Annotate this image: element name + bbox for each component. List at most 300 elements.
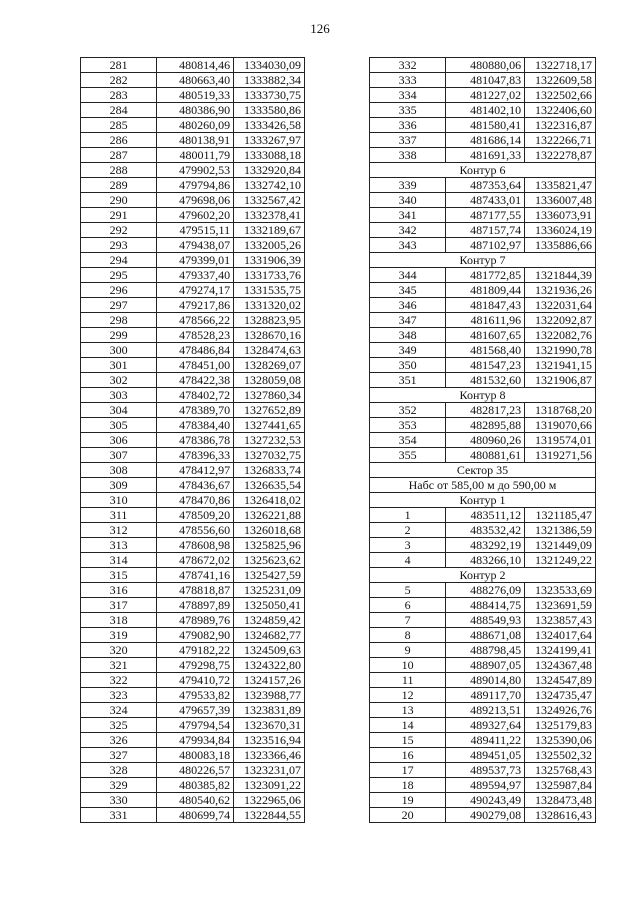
- coordinate-y: 1322718,17: [525, 58, 596, 73]
- point-number: 6: [370, 598, 446, 613]
- point-number: 316: [81, 583, 157, 598]
- table-row: [81, 748, 305, 763]
- coordinate-y: 1328823,95: [234, 313, 305, 328]
- coordinate-x: 478422,38: [157, 373, 234, 388]
- table-row: [370, 238, 596, 253]
- coordinate-x: 479657,39: [157, 703, 234, 718]
- coordinate-x: 479602,20: [157, 208, 234, 223]
- coordinates-table-left: [80, 57, 305, 823]
- table-row: [81, 448, 305, 463]
- point-number: 319: [81, 628, 157, 643]
- coordinate-y: 1325427,59: [234, 568, 305, 583]
- coordinate-y: 1333426,58: [234, 118, 305, 133]
- table-row: [370, 673, 596, 688]
- coordinate-y: 1322502,66: [525, 88, 596, 103]
- table-row: [81, 583, 305, 598]
- point-number: 351: [370, 373, 446, 388]
- table-row: [81, 298, 305, 313]
- table-row: [81, 493, 305, 508]
- section-header-row: [370, 493, 596, 508]
- table-row: [370, 703, 596, 718]
- coordinate-y: 1328269,07: [234, 358, 305, 373]
- coordinate-x: 479082,90: [157, 628, 234, 643]
- coordinate-y: 1321844,39: [525, 268, 596, 283]
- point-number: 10: [370, 658, 446, 673]
- table-row: [81, 658, 305, 673]
- coordinate-x: 483511,12: [446, 508, 525, 523]
- table-row: [370, 433, 596, 448]
- point-number: 320: [81, 643, 157, 658]
- coordinate-x: 481772,85: [446, 268, 525, 283]
- table-row: [81, 418, 305, 433]
- table-row: [81, 733, 305, 748]
- point-number: 309: [81, 478, 157, 493]
- coordinate-y: 1328473,48: [525, 793, 596, 808]
- coordinate-x: 488276,09: [446, 583, 525, 598]
- coordinate-y: 1325623,62: [234, 553, 305, 568]
- table-row: [370, 718, 596, 733]
- coordinate-x: 480960,26: [446, 433, 525, 448]
- point-number: 19: [370, 793, 446, 808]
- table-row: [370, 643, 596, 658]
- coordinate-y: 1332005,26: [234, 238, 305, 253]
- coordinate-x: 489213,51: [446, 703, 525, 718]
- coordinate-x: 481809,44: [446, 283, 525, 298]
- coordinate-x: 479337,40: [157, 268, 234, 283]
- table-row: [370, 538, 596, 553]
- table-row: [81, 193, 305, 208]
- coordinate-x: 479934,84: [157, 733, 234, 748]
- point-number: 321: [81, 658, 157, 673]
- coordinate-y: 1335886,66: [525, 238, 596, 253]
- point-number: 286: [81, 133, 157, 148]
- table-row: [81, 808, 305, 823]
- coordinate-y: 1327232,53: [234, 433, 305, 448]
- coordinate-y: 1322082,76: [525, 328, 596, 343]
- coordinate-x: 479274,17: [157, 283, 234, 298]
- section-label: Контур 8: [370, 388, 596, 403]
- table-row: [81, 253, 305, 268]
- coordinate-y: 1318768,20: [525, 403, 596, 418]
- table-row: [81, 478, 305, 493]
- coordinate-y: 1321249,22: [525, 553, 596, 568]
- section-header-row: [370, 568, 596, 583]
- point-number: 14: [370, 718, 446, 733]
- table-row: [81, 568, 305, 583]
- coordinate-y: 1325502,32: [525, 748, 596, 763]
- table-row: [81, 778, 305, 793]
- point-number: 289: [81, 178, 157, 193]
- table-row: [81, 688, 305, 703]
- coordinate-x: 490243,49: [446, 793, 525, 808]
- coordinate-x: 481547,23: [446, 358, 525, 373]
- point-number: 348: [370, 328, 446, 343]
- coordinate-x: 480519,33: [157, 88, 234, 103]
- coordinates-table-right: [369, 57, 596, 823]
- point-number: 313: [81, 538, 157, 553]
- coordinate-y: 1333730,75: [234, 88, 305, 103]
- table-row: [81, 343, 305, 358]
- coordinate-x: 481686,14: [446, 133, 525, 148]
- coordinate-y: 1321906,87: [525, 373, 596, 388]
- coordinate-y: 1331320,02: [234, 298, 305, 313]
- coordinate-x: 480138,91: [157, 133, 234, 148]
- point-number: 12: [370, 688, 446, 703]
- coordinate-x: 490279,08: [446, 808, 525, 823]
- table-row: [370, 628, 596, 643]
- coordinate-x: 488671,08: [446, 628, 525, 643]
- coordinate-y: 1323516,94: [234, 733, 305, 748]
- table-row: [81, 73, 305, 88]
- coordinate-y: 1324859,42: [234, 613, 305, 628]
- coordinate-y: 1324017,64: [525, 628, 596, 643]
- coordinate-y: 1336024,19: [525, 223, 596, 238]
- coordinate-x: 478386,78: [157, 433, 234, 448]
- table-row: [370, 418, 596, 433]
- coordinate-y: 1326221,88: [234, 508, 305, 523]
- coordinate-x: 483532,42: [446, 523, 525, 538]
- table-row: [370, 148, 596, 163]
- section-header-row: [370, 163, 596, 178]
- coordinate-y: 1333088,18: [234, 148, 305, 163]
- coordinate-y: 1326833,74: [234, 463, 305, 478]
- coordinate-y: 1325825,96: [234, 538, 305, 553]
- point-number: 281: [81, 58, 157, 73]
- table-row: [81, 508, 305, 523]
- coordinate-x: 489451,05: [446, 748, 525, 763]
- coordinate-y: 1321386,59: [525, 523, 596, 538]
- point-number: 5: [370, 583, 446, 598]
- point-number: 300: [81, 343, 157, 358]
- coordinate-x: 480226,57: [157, 763, 234, 778]
- coordinate-x: 479533,82: [157, 688, 234, 703]
- coordinate-x: 480699,74: [157, 808, 234, 823]
- point-number: 338: [370, 148, 446, 163]
- point-number: 334: [370, 88, 446, 103]
- point-number: 330: [81, 793, 157, 808]
- table-row: [370, 403, 596, 418]
- coordinate-y: 1332742,10: [234, 178, 305, 193]
- table-row: [81, 628, 305, 643]
- table-row: [370, 658, 596, 673]
- point-number: 347: [370, 313, 446, 328]
- coordinate-y: 1323831,89: [234, 703, 305, 718]
- point-number: 306: [81, 433, 157, 448]
- table-row: [81, 613, 305, 628]
- coordinate-x: 478897,89: [157, 598, 234, 613]
- coordinate-x: 478509,20: [157, 508, 234, 523]
- coordinate-y: 1321185,47: [525, 508, 596, 523]
- table-row: [370, 283, 596, 298]
- coordinate-x: 489327,64: [446, 718, 525, 733]
- coordinate-x: 483266,10: [446, 553, 525, 568]
- point-number: 3: [370, 538, 446, 553]
- coordinate-x: 478389,70: [157, 403, 234, 418]
- table-row: [370, 298, 596, 313]
- table-row: [370, 733, 596, 748]
- table-row: [81, 268, 305, 283]
- coordinate-y: 1325179,83: [525, 718, 596, 733]
- point-number: 329: [81, 778, 157, 793]
- point-number: 302: [81, 373, 157, 388]
- coordinate-x: 479217,86: [157, 298, 234, 313]
- point-number: 343: [370, 238, 446, 253]
- point-number: 290: [81, 193, 157, 208]
- coordinate-y: 1319574,01: [525, 433, 596, 448]
- coordinate-y: 1325987,84: [525, 778, 596, 793]
- coordinate-y: 1321941,15: [525, 358, 596, 373]
- point-number: 282: [81, 73, 157, 88]
- table-row: [370, 508, 596, 523]
- coordinate-x: 480386,90: [157, 103, 234, 118]
- point-number: 317: [81, 598, 157, 613]
- coordinate-y: 1324157,26: [234, 673, 305, 688]
- coordinate-x: 480540,62: [157, 793, 234, 808]
- coordinate-x: 480083,18: [157, 748, 234, 763]
- point-number: 342: [370, 223, 446, 238]
- coordinate-x: 478608,98: [157, 538, 234, 553]
- point-number: 299: [81, 328, 157, 343]
- point-number: 339: [370, 178, 446, 193]
- coordinate-y: 1332189,67: [234, 223, 305, 238]
- table-row: [370, 808, 596, 823]
- coordinate-y: 1331733,76: [234, 268, 305, 283]
- table-row: [370, 208, 596, 223]
- coordinate-x: 478396,33: [157, 448, 234, 463]
- point-number: 314: [81, 553, 157, 568]
- coordinate-x: 488798,45: [446, 643, 525, 658]
- point-number: 304: [81, 403, 157, 418]
- point-number: 303: [81, 388, 157, 403]
- coordinate-y: 1323857,43: [525, 613, 596, 628]
- table-row: [81, 718, 305, 733]
- table-row: [81, 208, 305, 223]
- coordinate-y: 1322844,55: [234, 808, 305, 823]
- point-number: 349: [370, 343, 446, 358]
- coordinate-x: 479438,07: [157, 238, 234, 253]
- coordinate-y: 1324322,80: [234, 658, 305, 673]
- coordinate-y: 1326635,54: [234, 478, 305, 493]
- coordinate-x: 488414,75: [446, 598, 525, 613]
- point-number: 298: [81, 313, 157, 328]
- coordinate-y: 1322965,06: [234, 793, 305, 808]
- coordinate-x: 483292,19: [446, 538, 525, 553]
- point-number: 326: [81, 733, 157, 748]
- section-header-row: [370, 463, 596, 478]
- coordinate-x: 489117,70: [446, 688, 525, 703]
- table-row: [81, 118, 305, 133]
- table-row: [370, 553, 596, 568]
- table-row: [81, 673, 305, 688]
- coordinate-y: 1324735,47: [525, 688, 596, 703]
- point-number: 13: [370, 703, 446, 718]
- coordinate-y: 1328670,16: [234, 328, 305, 343]
- table-row: [81, 388, 305, 403]
- table-row: [370, 778, 596, 793]
- point-number: 341: [370, 208, 446, 223]
- point-number: 283: [81, 88, 157, 103]
- point-number: 1: [370, 508, 446, 523]
- point-number: 332: [370, 58, 446, 73]
- section-label: Набс от 585,00 м до 590,00 м: [370, 478, 596, 493]
- point-number: 297: [81, 298, 157, 313]
- section-label: Контур 1: [370, 493, 596, 508]
- coordinate-y: 1325231,09: [234, 583, 305, 598]
- coordinate-x: 480011,79: [157, 148, 234, 163]
- coordinate-x: 478470,86: [157, 493, 234, 508]
- section-header-row: [370, 253, 596, 268]
- table-row: [370, 223, 596, 238]
- point-number: 16: [370, 748, 446, 763]
- point-number: 307: [81, 448, 157, 463]
- table-row: [370, 178, 596, 193]
- table-row: [81, 313, 305, 328]
- coordinate-x: 481568,40: [446, 343, 525, 358]
- point-number: 7: [370, 613, 446, 628]
- coordinate-y: 1326418,02: [234, 493, 305, 508]
- coordinate-y: 1324509,63: [234, 643, 305, 658]
- table-row: [370, 73, 596, 88]
- coordinate-y: 1324682,77: [234, 628, 305, 643]
- point-number: 310: [81, 493, 157, 508]
- table-row: [81, 163, 305, 178]
- point-number: 333: [370, 73, 446, 88]
- coordinate-y: 1321449,09: [525, 538, 596, 553]
- point-number: 350: [370, 358, 446, 373]
- coordinate-y: 1331906,39: [234, 253, 305, 268]
- table-row: [370, 268, 596, 283]
- point-number: 312: [81, 523, 157, 538]
- point-number: 17: [370, 763, 446, 778]
- coordinate-x: 481847,43: [446, 298, 525, 313]
- coordinate-x: 478436,67: [157, 478, 234, 493]
- coordinate-y: 1322278,87: [525, 148, 596, 163]
- section-header-row: [370, 388, 596, 403]
- coordinate-y: 1325768,43: [525, 763, 596, 778]
- point-number: 324: [81, 703, 157, 718]
- section-label: Контур 7: [370, 253, 596, 268]
- table-row: [370, 598, 596, 613]
- table-row: [81, 238, 305, 253]
- coordinate-x: 478451,00: [157, 358, 234, 373]
- table-row: [81, 433, 305, 448]
- coordinate-x: 481047,83: [446, 73, 525, 88]
- coordinate-x: 480385,82: [157, 778, 234, 793]
- point-number: 284: [81, 103, 157, 118]
- point-number: 2: [370, 523, 446, 538]
- point-number: 287: [81, 148, 157, 163]
- table-row: [81, 538, 305, 553]
- table-row: [370, 763, 596, 778]
- table-row: [370, 583, 596, 598]
- table-row: [81, 358, 305, 373]
- coordinate-x: 481691,33: [446, 148, 525, 163]
- table-row: [370, 793, 596, 808]
- coordinate-y: 1324547,89: [525, 673, 596, 688]
- coordinate-y: 1336007,48: [525, 193, 596, 208]
- coordinate-x: 487157,74: [446, 223, 525, 238]
- coordinate-x: 488549,93: [446, 613, 525, 628]
- coordinate-x: 479298,75: [157, 658, 234, 673]
- point-number: 346: [370, 298, 446, 313]
- coordinate-x: 480260,09: [157, 118, 234, 133]
- coordinate-x: 478566,22: [157, 313, 234, 328]
- table-row: [370, 58, 596, 73]
- coordinate-y: 1322092,87: [525, 313, 596, 328]
- coordinate-y: 1328474,63: [234, 343, 305, 358]
- coordinate-y: 1328059,08: [234, 373, 305, 388]
- coordinate-x: 481607,65: [446, 328, 525, 343]
- table-row: [81, 283, 305, 298]
- coordinate-y: 1323533,69: [525, 583, 596, 598]
- coordinate-x: 478528,23: [157, 328, 234, 343]
- table-row: [81, 553, 305, 568]
- point-number: 296: [81, 283, 157, 298]
- coordinate-x: 480814,46: [157, 58, 234, 73]
- coordinate-y: 1332920,84: [234, 163, 305, 178]
- point-number: 352: [370, 403, 446, 418]
- coordinate-x: 478486,84: [157, 343, 234, 358]
- table-row: [81, 598, 305, 613]
- section-label: Сектор 35: [370, 463, 596, 478]
- coordinate-x: 479698,06: [157, 193, 234, 208]
- table-row: [81, 373, 305, 388]
- point-number: 315: [81, 568, 157, 583]
- table-row: [370, 103, 596, 118]
- coordinate-y: 1322609,58: [525, 73, 596, 88]
- point-number: 8: [370, 628, 446, 643]
- coordinate-x: 481580,41: [446, 118, 525, 133]
- table-row: [370, 448, 596, 463]
- table-row: [81, 463, 305, 478]
- coordinate-x: 479794,86: [157, 178, 234, 193]
- coordinate-x: 489014,80: [446, 673, 525, 688]
- point-number: 340: [370, 193, 446, 208]
- point-number: 331: [81, 808, 157, 823]
- table-row: [81, 148, 305, 163]
- point-number: 328: [81, 763, 157, 778]
- point-number: 285: [81, 118, 157, 133]
- coordinate-y: 1323366,46: [234, 748, 305, 763]
- coordinate-y: 1326018,68: [234, 523, 305, 538]
- point-number: 20: [370, 808, 446, 823]
- table-row: [370, 88, 596, 103]
- coordinate-y: 1333882,34: [234, 73, 305, 88]
- section-header-row: [370, 478, 596, 493]
- coordinate-y: 1322406,60: [525, 103, 596, 118]
- coordinate-y: 1324367,48: [525, 658, 596, 673]
- coordinate-x: 481227,02: [446, 88, 525, 103]
- coordinate-x: 480663,40: [157, 73, 234, 88]
- point-number: 335: [370, 103, 446, 118]
- coordinate-y: 1325050,41: [234, 598, 305, 613]
- table-row: [370, 313, 596, 328]
- point-number: 311: [81, 508, 157, 523]
- table-row: [370, 343, 596, 358]
- point-number: 345: [370, 283, 446, 298]
- coordinate-y: 1327441,65: [234, 418, 305, 433]
- point-number: 327: [81, 748, 157, 763]
- section-label: Контур 6: [370, 163, 596, 178]
- coordinate-y: 1322266,71: [525, 133, 596, 148]
- coordinate-x: 488907,05: [446, 658, 525, 673]
- point-number: 292: [81, 223, 157, 238]
- point-number: 305: [81, 418, 157, 433]
- point-number: 295: [81, 268, 157, 283]
- coordinate-x: 478741,16: [157, 568, 234, 583]
- point-number: 291: [81, 208, 157, 223]
- coordinate-x: 478672,02: [157, 553, 234, 568]
